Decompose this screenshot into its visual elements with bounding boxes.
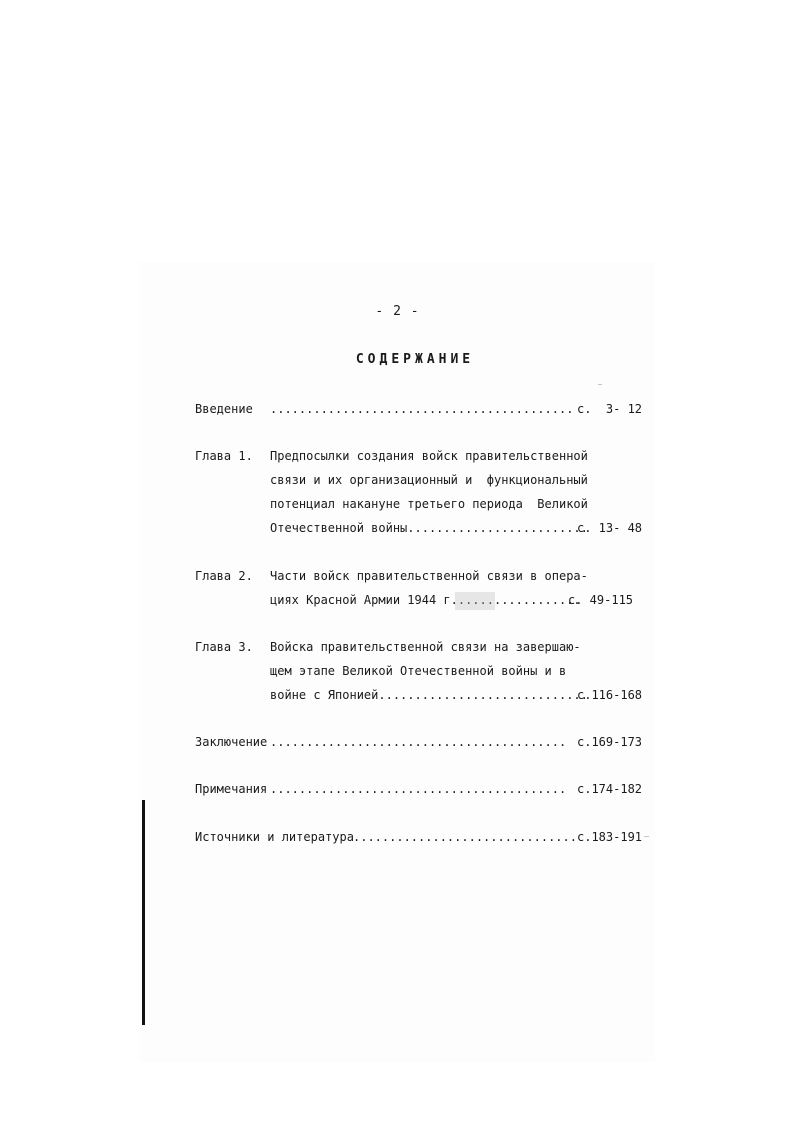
entry-line: .........................................: [270, 782, 567, 796]
entry-page-range: с. 3- 12: [577, 402, 643, 416]
scan-speck: [455, 592, 495, 610]
entry-label: Примечания: [195, 782, 268, 796]
entry-line: Части войск правительственной связи в опера-: [270, 569, 588, 583]
entry-line: потенциал накануне третьего периода Великой: [270, 497, 588, 511]
scan-speck: [598, 384, 602, 385]
entry-label: Источники и литература: [195, 830, 354, 844]
entry-label: Заключение: [195, 735, 268, 749]
entry-label: Глава 2.: [195, 569, 253, 583]
entry-label: Введение: [195, 402, 253, 416]
scan-speck: [644, 836, 649, 837]
entry-line: Войска правительственной связи на завершаю-: [270, 640, 581, 654]
entry-line: войне с Японией.............................: [270, 688, 588, 702]
entry-page-range: с.169-173: [577, 735, 643, 749]
entry-page-range: с.174-182: [577, 782, 643, 796]
entry-line: связи и их организационный и функциональный: [270, 473, 588, 487]
entry-label: Глава 3.: [195, 640, 253, 654]
entry-line: циях Красной Армии 1944 г..................: [270, 593, 581, 607]
entry-line: щем этапе Великой Отечественной войны и в: [270, 664, 567, 678]
entry-line: ...............................: [353, 830, 577, 844]
page-number: - 2 -: [375, 304, 420, 319]
entry-page-range: с. 13- 48: [577, 521, 643, 535]
entry-line: .........................................: [270, 735, 567, 749]
entry-line: Отечественной войны.........................: [270, 521, 588, 535]
margin-scan-line: [142, 800, 145, 1025]
entry-page-range: с.183-191: [577, 830, 643, 844]
entry-page-range: с. 49-115: [568, 593, 634, 607]
entry-line: ..........................................: [270, 402, 574, 416]
toc-entry-sources: [195, 825, 643, 921]
entry-page-range: с.116-168: [577, 688, 643, 702]
entry-label: Глава 1.: [195, 449, 253, 463]
entry-line: Предпосылки создания войск правительственной: [270, 449, 588, 463]
toc-title: СОДЕРЖАНИЕ: [355, 352, 475, 367]
